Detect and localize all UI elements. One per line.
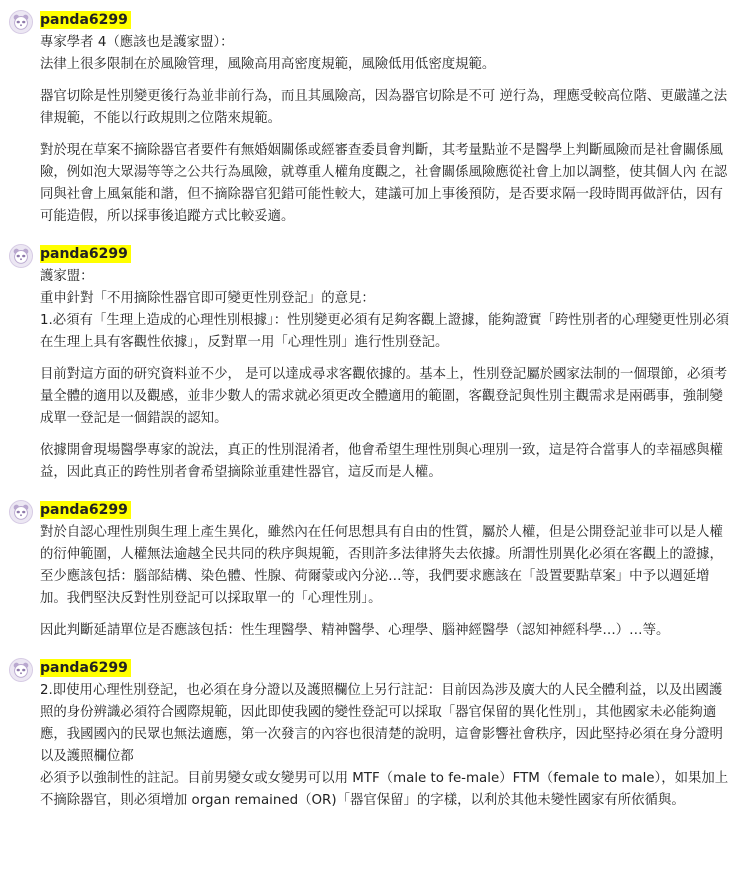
user-avatar-icon[interactable] bbox=[9, 244, 33, 268]
comment-post bbox=[0, 6, 749, 228]
user-avatar-icon[interactable] bbox=[9, 10, 33, 34]
user-avatar-icon[interactable] bbox=[9, 658, 33, 682]
username[interactable]: panda6299 bbox=[40, 245, 131, 263]
comment-body bbox=[40, 522, 735, 642]
comment-paragraph: 專家學者 4（應該也是護家盟）： 法律上很多限制在於風險管理，風險高用高密度規範，風險低用低密度規範。 bbox=[40, 35, 496, 72]
comment-body bbox=[40, 32, 735, 228]
comment-paragraph: 對於自認心理性別與生理上產生異化，雖然內在任何思想具有自由的性質，屬於人權，但是公開登記並非可以是人權的衍伸範圍，人權無法逾越全民共同的秩序與規範，否則許多法律將失去依據。所謂性別異化必須在客觀上的證據，至少應該包括：腦部結構、染色體、性腺、荷爾蒙或內分泌…等，我們要求應該在「設置要點草案」中予以週延增加。我們堅決反對性別登記可以採取單一的「心理性別」。 bbox=[40, 525, 723, 606]
comment-paragraph: 對於現在草案不摘除器官者要件有無婚姻關係或經審查委員會判斷，其考量點並不是醫學上判斷風險而是社會關係風險，例如泡大眾湯等等之公共行為風險，就尊重人權角度觀之，社會關係風險應從社會上加以調整，使其個人內 在認同與社會上風氣能和諧，但不摘除器官犯錯可能性較大，建議可加上事後預防，是否要求隔一段時間再做評估，因有可能造假，所以採事後追蹤方式比較妥適。 bbox=[40, 143, 728, 224]
comment-body bbox=[40, 680, 735, 812]
comment-paragraph: 依據開會現場醫學專家的說法，真正的性別混淆者，他會希望生理性別與心理別一致，這是符合當事人的幸福感與權益，因此真正的跨性別者會希望摘除並重建性器官，這反而是人權。 bbox=[40, 443, 723, 480]
username[interactable]: panda6299 bbox=[40, 11, 131, 29]
comment-paragraph: 因此判斷延請單位是否應該包括：性生理醫學、精神醫學、心理學、腦神經醫學（認知神經科學…）…等。 bbox=[40, 623, 670, 638]
comment-paragraph: 2.即使用心理性別登記，也必須在身分證以及護照欄位上另行註記：目前因為涉及廣大的人民全體利益，以及出國護照的身份辨識必須符合國際規範，因此即使我國的變性登記可以採取「器官保留的異化性別」，其他國家未必能夠適應，我國國內的民眾也無法適應，第一次發言的內容也很清楚的說明，這會影響社會秩序，因此堅持必須在身分證明以及護照欄位都 必須予以強制性的註記。目前男變女或女變男可以用 MTF（male to fe-male）FTM（female to male），如果加上不摘除器官，則必須增加 organ remained（OR)「器官保留」的字樣，以利於其他未變性國家有所依循與。 bbox=[40, 683, 729, 808]
comment-paragraph: 目前對這方面的研究資料並不少， 是可以達成尋求客觀依據的。基本上，性別登記屬於國家法制的一個環節，必須考量全體的適用以及觀感，並非少數人的需求就必須更改全體適用的範圍，客觀登記與性別主觀需求是兩碼事，強制變成單一登記是一個錯誤的認知。 bbox=[40, 367, 728, 426]
comment-body bbox=[40, 266, 735, 484]
username[interactable]: panda6299 bbox=[40, 659, 131, 677]
comment-paragraph: 護家盟： 重申針對「不用摘除性器官即可變更性別登記」的意見： 1.必須有「生理上造成的心理性別根據」：性別變更必須有足夠客觀上證據，能夠證實「跨性別者的心理變更性別必須在生理上具有客觀性依據」，反對單一用「心理性別」進行性別登記。 bbox=[40, 269, 729, 350]
comment-post bbox=[0, 240, 749, 484]
username[interactable]: panda6299 bbox=[40, 501, 131, 519]
comment-post bbox=[0, 654, 749, 812]
comment-paragraph: 器官切除是性別變更後行為並非前行為，而且其風險高，因為器官切除是不可 逆行為，理應受較高位階、更嚴謹之法律規範，不能以行政規則之位階來規範。 bbox=[40, 89, 728, 126]
user-avatar-icon[interactable] bbox=[9, 500, 33, 524]
comment-post bbox=[0, 496, 749, 642]
